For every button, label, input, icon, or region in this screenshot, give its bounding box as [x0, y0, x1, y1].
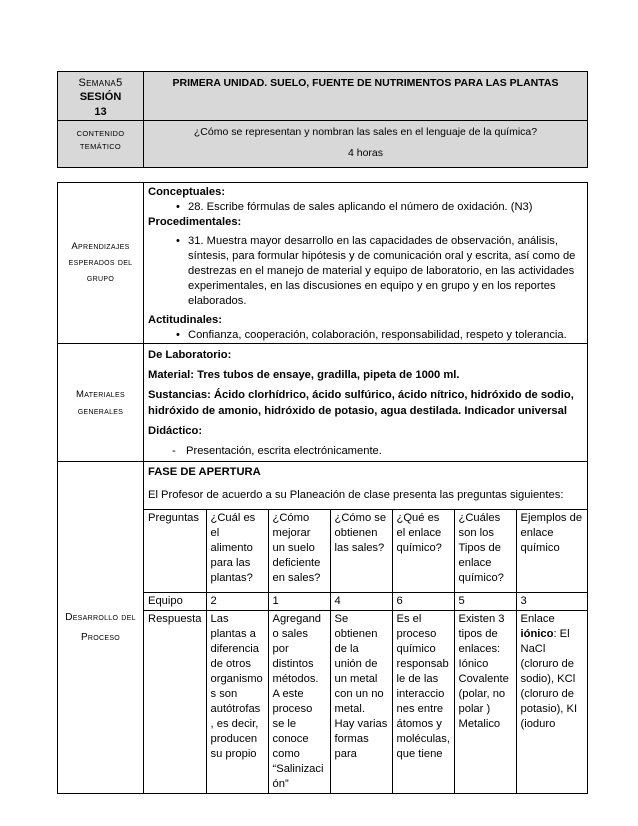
actitudinales-title: Actitudinales:: [148, 314, 222, 326]
proceso-label: Proceso: [80, 631, 121, 643]
desarrollo-row: [58, 462, 588, 794]
procedimentales-item: • 31. Muestra mayor desarrollo en las capacidades de observación, análisis, síntesis, para formular hipótesis y de comunicación oral y escrita, así como de destrezas en el manejo de material y equipo de laboratorio, en las actividades experimentales, en las discusiones en equipo y en grupo y en los reportes elaborados.: [188, 234, 583, 309]
tematico-label: TEMÁTICO: [79, 142, 122, 151]
desarrollo-label: Desarrollo del: [65, 611, 136, 623]
respuesta-row-cell: Agregand o sales por distintos métodos. A este proceso se le conoce como “Salinizaci ón”: [268, 611, 330, 794]
procedimentales-title: Procedimentales:: [148, 216, 242, 228]
respuesta-row-cell: Es el proceso químico responsab le de las interaccio nes entre átomos y moléculas, que tiene: [392, 611, 454, 794]
equipo-row-cell: 6: [392, 593, 454, 611]
laboratorio-title: De Laboratorio:: [148, 349, 232, 361]
preguntas-table: [144, 509, 588, 793]
preguntas-row-label: Preguntas: [144, 510, 206, 593]
unit-title-cell: [144, 72, 588, 121]
sustancias-text: Sustancias: Ácido clorhídrico, ácido sulfúrico, ácido nítrico, hidróxido de sodio, hidróxido de amonio, hidróxido de potasio, agua destilada. Indicador universal: [148, 389, 574, 417]
sesion-number: 13: [94, 106, 107, 118]
equipo-row-cell: 4: [330, 593, 392, 611]
preguntas-row-cell: ¿Cómo se obtienen las sales?: [330, 510, 392, 593]
aprendizajes-content: [144, 183, 588, 344]
fase-intro: El Profesor de acuerdo a su Planeación de clase presenta las preguntas siguientes:: [148, 489, 564, 501]
sesion-label: SESIÓN: [79, 91, 122, 103]
preguntas-row-cell: Ejemplos de enlace químico: [516, 510, 588, 593]
didactico-title: Didáctico:: [148, 425, 203, 437]
session-header-table: [57, 71, 588, 168]
aprendizajes-label: Aprendizajes: [71, 241, 130, 252]
respuesta-row-cell: Enlace iónico: El NaCl (cloruro de sodio), KCl (cloruro de potasio), KI (ioduro: [516, 611, 588, 794]
materiales-content: [144, 344, 588, 462]
equipo-row-cell: 2: [206, 593, 268, 611]
duration: 4 horas: [347, 147, 384, 159]
equipo-row-cell: 3: [516, 593, 588, 611]
planning-table: [57, 182, 588, 794]
grupo-label: grupo: [86, 273, 115, 284]
conceptuales-title: Conceptuales:: [148, 186, 226, 198]
session-cell: [58, 72, 144, 121]
equipo-row: [144, 593, 588, 611]
semana-label: Semana5: [78, 77, 123, 89]
respuesta-row-cell: Existen 3 tipos de enlaces: Iónico Covalente (polar, no polar ) Metalico: [454, 611, 516, 794]
materiales-row: [58, 344, 588, 462]
didactico-item: - Presentación, escrita electrónicamente.: [186, 443, 583, 459]
preguntas-row: [144, 510, 588, 593]
material-text: Material: Tres tubos de ensaye, gradilla, pipeta de 1000 ml.: [148, 369, 460, 381]
respuesta-row: [144, 611, 588, 794]
respuesta-row-cell: Las plantas a diferencia de otros organismo s son autótrofas , es decir, producen su propio: [206, 611, 268, 794]
topic-question: ¿Cómo se representan y nombran las sales en el lenguaje de la química?: [193, 126, 538, 138]
contenido-label-cell: [58, 121, 144, 168]
ionico-emphasis: iónico: [520, 628, 554, 640]
equipo-row-cell: 1: [268, 593, 330, 611]
preguntas-row-cell: ¿Cuál es el alimento para las plantas?: [206, 510, 268, 593]
equipo-row-label: Equipo: [144, 593, 206, 611]
materiales-label-cell: [58, 344, 144, 462]
equipo-row-cell: 5: [454, 593, 516, 611]
contenido-label: CONTENIDO: [76, 129, 125, 138]
conceptuales-item: • 28. Escribe fórmulas de sales aplicando el número de oxidación. (N3): [188, 200, 583, 215]
aprendizajes-row: [58, 183, 588, 344]
desarrollo-content: [144, 462, 588, 794]
aprendizajes-label-cell: [58, 183, 144, 344]
respuesta-row-label: Respuesta: [144, 611, 206, 794]
unit-title: PRIMERA UNIDAD. SUELO, FUENTE DE NUTRIMENTOS PARA LAS PLANTAS: [172, 77, 559, 89]
desarrollo-label-cell: [58, 462, 144, 794]
respuesta-row-cell: Se obtienen de la unión de un metal con un no metal. Hay varias formas para: [330, 611, 392, 794]
contenido-cell: [144, 121, 588, 168]
preguntas-row-cell: ¿Cuáles son los Tipos de enlace químico?: [454, 510, 516, 593]
preguntas-row-cell: ¿Qué es el enlace químico?: [392, 510, 454, 593]
generales-label: generales: [77, 405, 124, 417]
materiales-label: Materiales: [76, 388, 125, 400]
fase-apertura-title: FASE DE APERTURA: [148, 466, 261, 478]
preguntas-row-cell: ¿Cómo mejorar un suelo deficiente en sales?: [268, 510, 330, 593]
actitudinales-item: • Confianza, cooperación, colaboración, responsabilidad, respeto y tolerancia.: [188, 328, 583, 343]
esperados-label: esperados del: [68, 257, 133, 268]
